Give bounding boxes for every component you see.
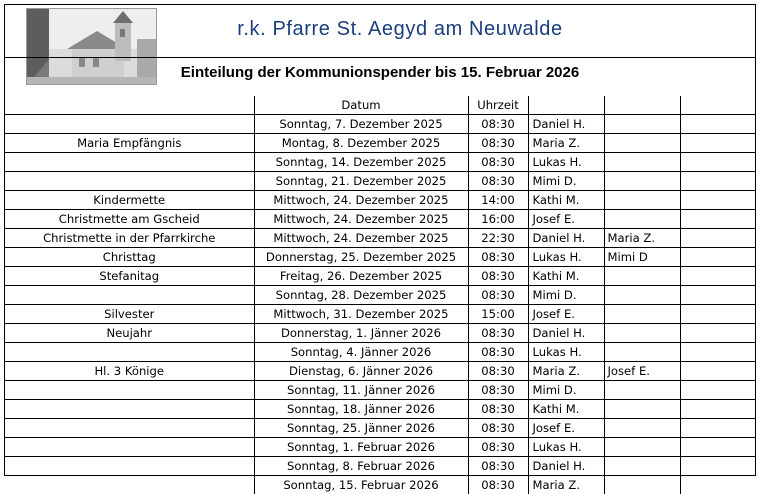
cell-name2 bbox=[604, 115, 680, 134]
cell-name3 bbox=[680, 419, 755, 438]
table-row bbox=[5, 457, 755, 476]
cell-name1: Kathi M. bbox=[528, 191, 604, 210]
cell-date: Sonntag, 18. Jänner 2026 bbox=[254, 400, 468, 419]
cell-time: 08:30 bbox=[468, 134, 528, 153]
cell-name3 bbox=[680, 457, 755, 476]
cell-occasion bbox=[5, 400, 254, 419]
cell-date: Sonntag, 25. Jänner 2026 bbox=[254, 419, 468, 438]
cell-name2 bbox=[604, 134, 680, 153]
table-row bbox=[5, 400, 755, 419]
cell-name3 bbox=[680, 210, 755, 229]
cell-time: 08:30 bbox=[468, 476, 528, 494]
cell-name3 bbox=[680, 191, 755, 210]
cell-name2 bbox=[604, 172, 680, 191]
cell-time: 08:30 bbox=[468, 286, 528, 305]
cell-occasion bbox=[5, 153, 254, 172]
cell-name1: Josef E. bbox=[528, 305, 604, 324]
cell-name1: Maria Z. bbox=[528, 134, 604, 153]
cell-time: 08:30 bbox=[468, 419, 528, 438]
table-row bbox=[5, 343, 755, 362]
cell-occasion bbox=[5, 343, 254, 362]
title-divider bbox=[5, 57, 755, 58]
cell-name1: Lukas H. bbox=[528, 438, 604, 457]
cell-occasion bbox=[5, 419, 254, 438]
table-row bbox=[5, 115, 755, 134]
cell-occasion bbox=[5, 172, 254, 191]
cell-time: 08:30 bbox=[468, 267, 528, 286]
cell-name1: Josef E. bbox=[528, 419, 604, 438]
header-name2 bbox=[604, 96, 680, 115]
cell-date: Sonntag, 28. Dezember 2025 bbox=[254, 286, 468, 305]
cell-occasion bbox=[5, 438, 254, 457]
cell-occasion: Kindermette bbox=[5, 191, 254, 210]
cell-occasion: Silvester bbox=[5, 305, 254, 324]
table-row bbox=[5, 381, 755, 400]
cell-name2 bbox=[604, 438, 680, 457]
cell-name1: Lukas H. bbox=[528, 153, 604, 172]
cell-time: 08:30 bbox=[468, 381, 528, 400]
cell-time: 22:30 bbox=[468, 229, 528, 248]
parish-name: r.k. Pfarre St. Aegyd am Neuwalde bbox=[160, 18, 640, 41]
cell-occasion bbox=[5, 381, 254, 400]
cell-name3 bbox=[680, 286, 755, 305]
cell-name2 bbox=[604, 286, 680, 305]
cell-name2 bbox=[604, 324, 680, 343]
cell-occasion: Christmette in der Pfarrkirche bbox=[5, 229, 254, 248]
cell-name2 bbox=[604, 210, 680, 229]
table-row bbox=[5, 229, 755, 248]
cell-name3 bbox=[680, 229, 755, 248]
cell-name1: Kathi M. bbox=[528, 400, 604, 419]
header-name1 bbox=[528, 96, 604, 115]
cell-date: Freitag, 26. Dezember 2025 bbox=[254, 267, 468, 286]
cell-name3 bbox=[680, 343, 755, 362]
table-row bbox=[5, 267, 755, 286]
cell-date: Donnerstag, 25. Dezember 2025 bbox=[254, 248, 468, 267]
table-header-row bbox=[5, 96, 755, 115]
cell-name1: Daniel H. bbox=[528, 324, 604, 343]
cell-name3 bbox=[680, 115, 755, 134]
header-time: Uhrzeit bbox=[468, 96, 528, 115]
cell-name2 bbox=[604, 457, 680, 476]
cell-name2 bbox=[604, 305, 680, 324]
cell-name2: Josef E. bbox=[604, 362, 680, 381]
cell-occasion bbox=[5, 457, 254, 476]
document-title: Einteilung der Kommunionspender bis 15. Februar 2026 bbox=[5, 64, 755, 81]
cell-date: Sonntag, 8. Februar 2026 bbox=[254, 457, 468, 476]
cell-date: Sonntag, 21. Dezember 2025 bbox=[254, 172, 468, 191]
cell-name1: Mimi D. bbox=[528, 286, 604, 305]
table-row bbox=[5, 172, 755, 191]
cell-date: Mittwoch, 24. Dezember 2025 bbox=[254, 229, 468, 248]
cell-time: 16:00 bbox=[468, 210, 528, 229]
cell-name1: Mimi D. bbox=[528, 172, 604, 191]
cell-occasion: Stefanitag bbox=[5, 267, 254, 286]
cell-name3 bbox=[680, 248, 755, 267]
cell-time: 08:30 bbox=[468, 172, 528, 191]
cell-occasion: Christtag bbox=[5, 248, 254, 267]
header-name3 bbox=[680, 96, 755, 115]
cell-name3 bbox=[680, 362, 755, 381]
cell-date: Sonntag, 15. Februar 2026 bbox=[254, 476, 468, 494]
cell-date: Sonntag, 14. Dezember 2025 bbox=[254, 153, 468, 172]
table-row bbox=[5, 324, 755, 343]
header-occasion bbox=[5, 96, 254, 115]
cell-occasion bbox=[5, 476, 254, 494]
cell-name2 bbox=[604, 419, 680, 438]
cell-name3 bbox=[680, 476, 755, 494]
cell-name1: Lukas H. bbox=[528, 248, 604, 267]
table-row bbox=[5, 286, 755, 305]
header-date: Datum bbox=[254, 96, 468, 115]
cell-date: Sonntag, 7. Dezember 2025 bbox=[254, 115, 468, 134]
cell-name1: Josef E. bbox=[528, 210, 604, 229]
cell-time: 08:30 bbox=[468, 343, 528, 362]
cell-time: 08:30 bbox=[468, 115, 528, 134]
cell-date: Sonntag, 4. Jänner 2026 bbox=[254, 343, 468, 362]
cell-date: Montag, 8. Dezember 2025 bbox=[254, 134, 468, 153]
cell-name2 bbox=[604, 153, 680, 172]
cell-time: 08:30 bbox=[468, 248, 528, 267]
cell-name2 bbox=[604, 343, 680, 362]
table-row bbox=[5, 153, 755, 172]
cell-date: Mittwoch, 24. Dezember 2025 bbox=[254, 210, 468, 229]
table-row bbox=[5, 305, 755, 324]
cell-time: 08:30 bbox=[468, 324, 528, 343]
cell-time: 08:30 bbox=[468, 457, 528, 476]
cell-name2 bbox=[604, 400, 680, 419]
cell-name3 bbox=[680, 381, 755, 400]
cell-name3 bbox=[680, 134, 755, 153]
cell-name2: Maria Z. bbox=[604, 229, 680, 248]
table-row bbox=[5, 134, 755, 153]
cell-name2: Mimi D bbox=[604, 248, 680, 267]
table-row bbox=[5, 191, 755, 210]
cell-occasion: Christmette am Gscheid bbox=[5, 210, 254, 229]
cell-name3 bbox=[680, 267, 755, 286]
cell-date: Mittwoch, 31. Dezember 2025 bbox=[254, 305, 468, 324]
cell-name2 bbox=[604, 191, 680, 210]
cell-occasion: Neujahr bbox=[5, 324, 254, 343]
table-row bbox=[5, 476, 755, 494]
cell-date: Mittwoch, 24. Dezember 2025 bbox=[254, 191, 468, 210]
cell-time: 15:00 bbox=[468, 305, 528, 324]
cell-occasion: Maria Empfängnis bbox=[5, 134, 254, 153]
cell-date: Sonntag, 11. Jänner 2026 bbox=[254, 381, 468, 400]
cell-date: Sonntag, 1. Februar 2026 bbox=[254, 438, 468, 457]
schedule-table bbox=[5, 96, 755, 494]
cell-time: 08:30 bbox=[468, 362, 528, 381]
cell-date: Donnerstag, 1. Jänner 2026 bbox=[254, 324, 468, 343]
table-row bbox=[5, 248, 755, 267]
cell-name1: Daniel H. bbox=[528, 115, 604, 134]
cell-time: 08:30 bbox=[468, 438, 528, 457]
table-row bbox=[5, 419, 755, 438]
cell-name3 bbox=[680, 438, 755, 457]
cell-name3 bbox=[680, 400, 755, 419]
cell-name2 bbox=[604, 381, 680, 400]
cell-occasion bbox=[5, 286, 254, 305]
table-row bbox=[5, 210, 755, 229]
cell-occasion: Hl. 3 Könige bbox=[5, 362, 254, 381]
cell-time: 08:30 bbox=[468, 400, 528, 419]
cell-name1: Maria Z. bbox=[528, 362, 604, 381]
cell-name3 bbox=[680, 172, 755, 191]
cell-name3 bbox=[680, 153, 755, 172]
cell-name2 bbox=[604, 267, 680, 286]
cell-name3 bbox=[680, 305, 755, 324]
cell-name1: Maria Z. bbox=[528, 476, 604, 494]
cell-name1: Daniel H. bbox=[528, 457, 604, 476]
cell-name1: Kathi M. bbox=[528, 267, 604, 286]
cell-occasion bbox=[5, 115, 254, 134]
cell-name1: Lukas H. bbox=[528, 343, 604, 362]
cell-time: 14:00 bbox=[468, 191, 528, 210]
cell-name3 bbox=[680, 324, 755, 343]
table-row bbox=[5, 362, 755, 381]
cell-name1: Daniel H. bbox=[528, 229, 604, 248]
cell-date: Dienstag, 6. Jänner 2026 bbox=[254, 362, 468, 381]
table-row bbox=[5, 438, 755, 457]
cell-time: 08:30 bbox=[468, 153, 528, 172]
cell-name2 bbox=[604, 476, 680, 494]
cell-name1: Mimi D. bbox=[528, 381, 604, 400]
